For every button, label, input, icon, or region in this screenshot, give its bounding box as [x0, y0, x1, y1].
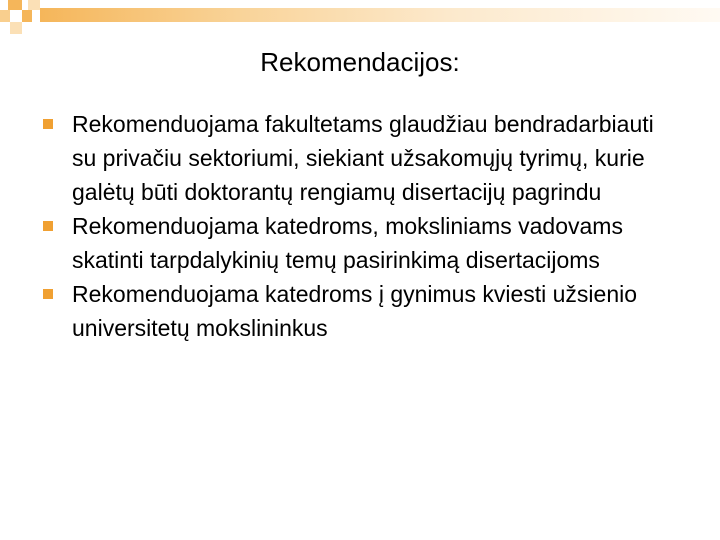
top-gradient-band: [40, 8, 720, 22]
bullet-item: [40, 277, 680, 345]
slide-title: Rekomendacijos:: [260, 47, 460, 77]
square-bullet-icon: [43, 119, 53, 129]
square-bullet-icon: [43, 221, 53, 231]
bullet-list: [40, 107, 680, 345]
bullet-text: Rekomenduojama katedroms, moksliniams vadovams skatinti tarpdalykinių temų pasirinkimą disertacijoms: [72, 213, 623, 273]
bullet-text: Rekomenduojama katedroms į gynimus kviesti užsienio universitetų mokslininkus: [72, 281, 638, 341]
bullet-item: [40, 209, 680, 277]
bullet-item: [40, 107, 680, 209]
square-bullet-icon: [43, 289, 53, 299]
bullet-text: Rekomenduojama fakultetams glaudžiau bendradarbiauti su privačiu sektoriumi, siekiant užsakomųjų tyrimų, kurie galėtų būti doktorantų rengiamų disertacijų pagrindu: [72, 111, 654, 205]
